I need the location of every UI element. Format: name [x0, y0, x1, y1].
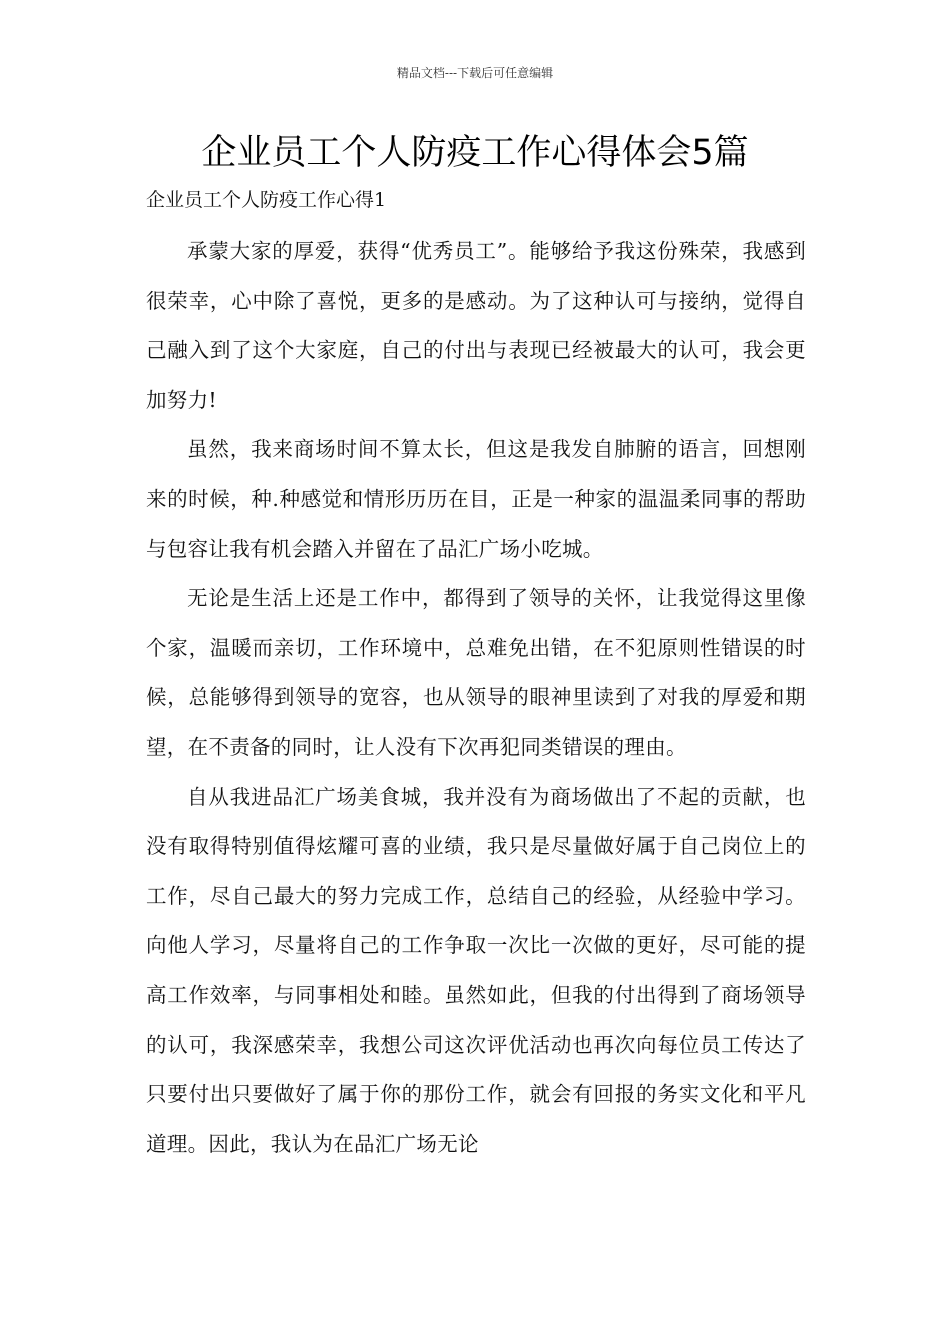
section-heading: 企业员工个人防疫工作心得1 — [146, 189, 387, 211]
paragraph-2: 虽然，我来商场时间不算太长，但这是我发自肺腑的语言，回想刚来的时候，种.种感觉和情形历历在目，正是一种家的温温柔同事的帮助与包容让我有机会踏入并留在了品汇广场小吃城。 — [146, 437, 806, 561]
paragraph-4: 自从我进品汇广场美食城，我并没有为商场做出了不起的贡献，也没有取得特别值得炫耀可喜的业绩，我只是尽量做好属于自己岗位上的工作，尽自己最大的努力完成工作，总结自己的经验，从经验中学习。向他人学习，尽量将自己的工作争取一次比一次做的更好，尽可能的提高工作效率，与同事相处和睦。虽然如此，但我的付出得到了商场领导的认可，我深感荣幸，我想公司这次评优活动也再次向每位员工传达了只要付出只要做好了属于你的那份工作，就会有回报的务实文化和平凡道理。因此，我认为在品汇广场无论 — [146, 784, 806, 1156]
paragraph-3: 无论是生活上还是工作中，都得到了领导的关怀，让我觉得这里像个家，温暖而亲切，工作环境中，总难免出错，在不犯原则性错误的时候，总能够得到领导的宽容，也从领导的眼神里读到了对我的厚爱和期望，在不责备的同时，让人没有下次再犯同类错误的理由。 — [146, 586, 806, 759]
page-header: 精品文档---下载后可任意编辑 — [396, 66, 554, 80]
paragraph-1: 承蒙大家的厚爱，获得“优秀员工”。能够给予我这份殊荣，我感到很荣幸，心中除了喜悦，更多的是感动。为了这种认可与接纳，觉得自己融入到了这个大家庭，自己的付出与表现已经被最大的认可，我会更加努力! — [146, 239, 806, 412]
document-body — [146, 227, 806, 1169]
document-title: 企业员工个人防疫工作心得体会5篇 — [201, 133, 749, 173]
